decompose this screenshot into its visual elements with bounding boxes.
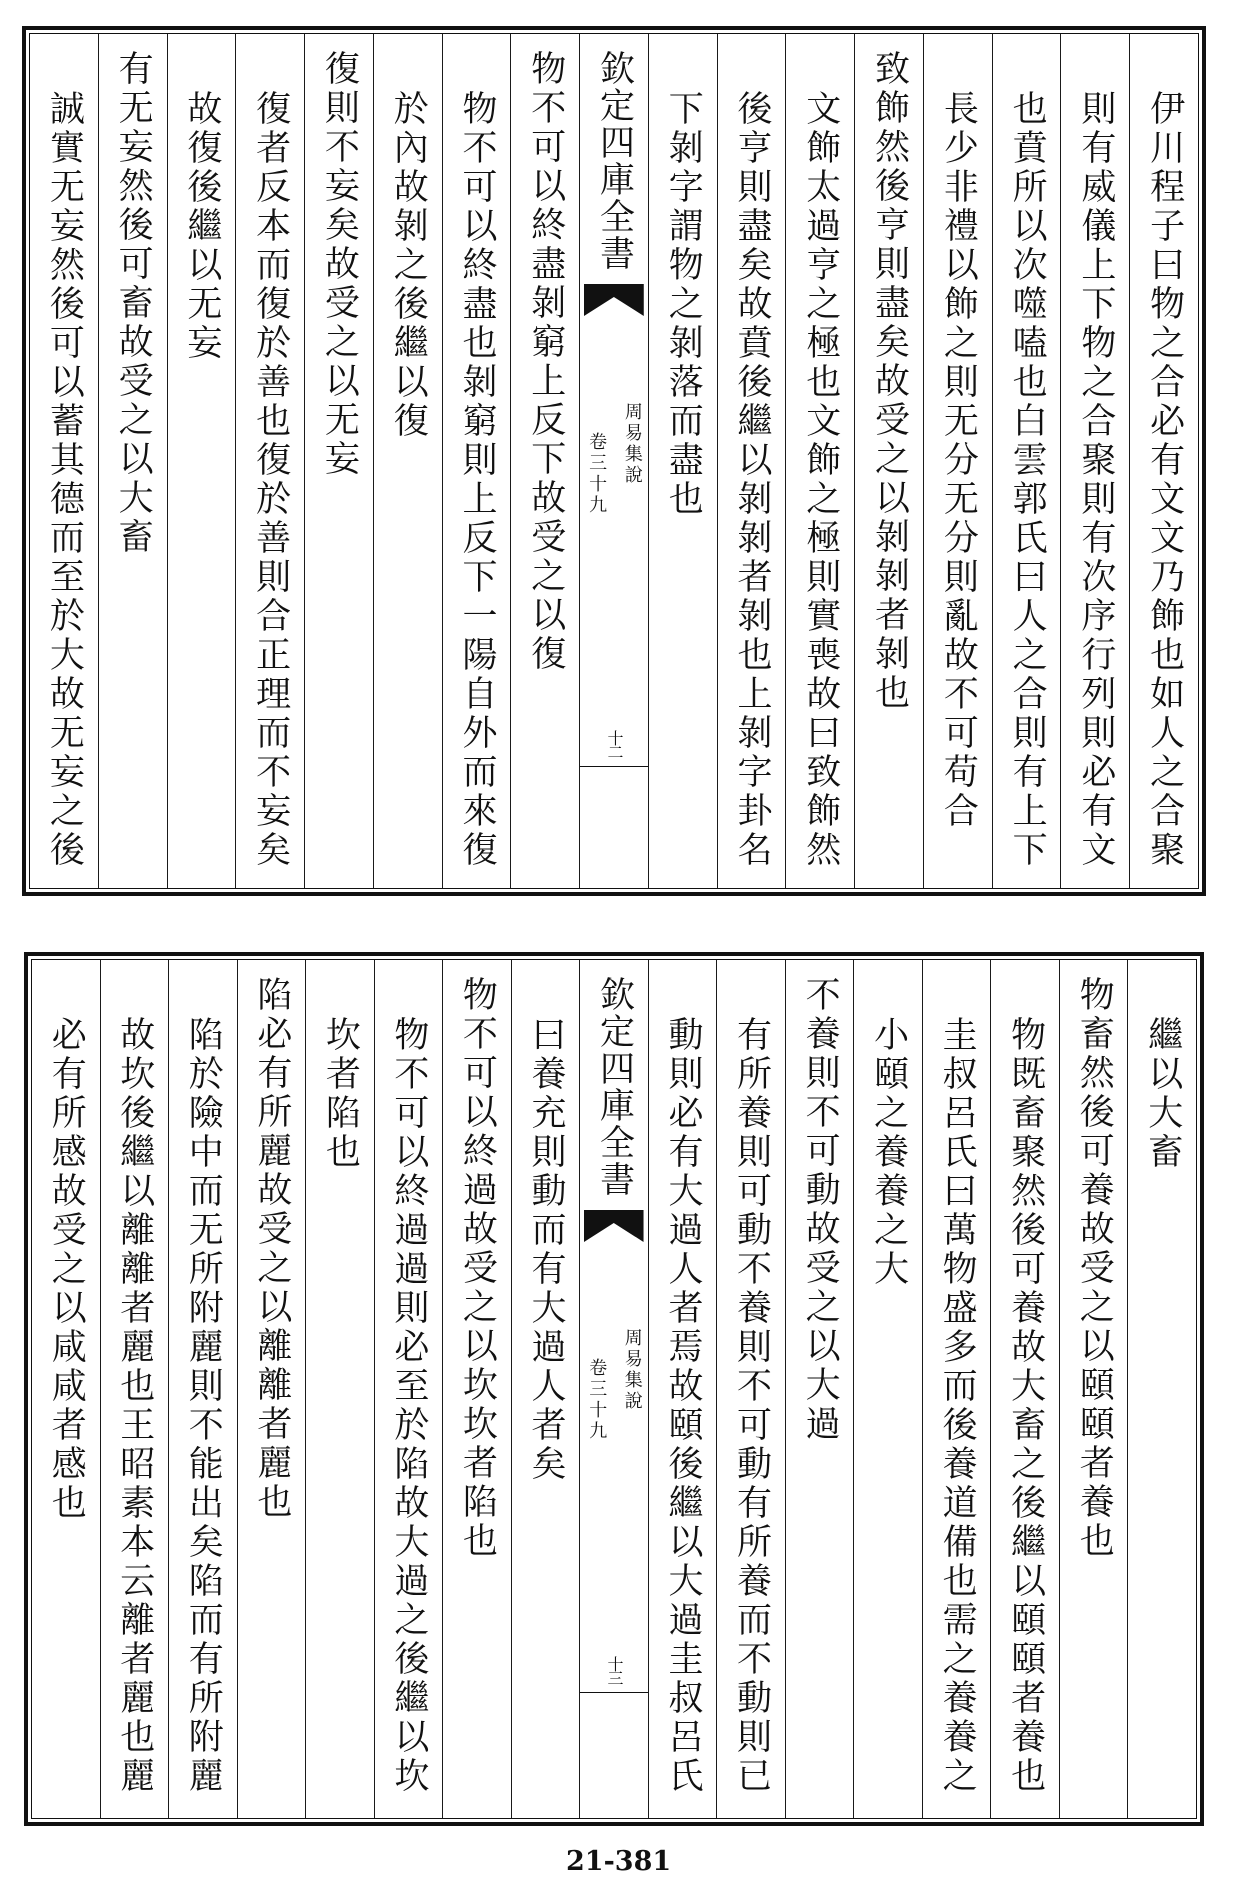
- text-column: [1127, 960, 1196, 1818]
- divider-line: [580, 766, 648, 767]
- leaf-upper-frame: [29, 33, 1199, 889]
- text-column: [785, 34, 854, 888]
- commentary-text: 繼以大畜: [1142, 1016, 1183, 1172]
- divider-line: [580, 1692, 648, 1693]
- text-column: [1059, 960, 1128, 1818]
- commentary-text: 故坎後繼以離離者麗也王昭素本云離者麗也麗: [114, 1016, 155, 1796]
- text-column: [923, 34, 992, 888]
- commentary-text: 於內故剝之後繼以復: [388, 90, 429, 441]
- text-column: [442, 960, 511, 1818]
- volume-label: 卷三十九: [586, 432, 608, 516]
- text-column: [1129, 34, 1198, 888]
- commentary-text: 誠實无妄然後可以蓄其德而至於大故无妄之後: [44, 90, 85, 870]
- text-column: [785, 960, 854, 1818]
- leaf-lower: [24, 952, 1204, 1826]
- fishtail-mark: [584, 284, 644, 316]
- series-title: 欽定四庫全書: [594, 976, 635, 1198]
- commentary-text: 物不可以終盡也剝窮則上反下一陽自外而來復: [456, 90, 497, 870]
- classic-text: 復則不妄矣故受之以无妄: [319, 50, 360, 479]
- text-column: [32, 960, 100, 1818]
- text-column: [30, 34, 98, 888]
- leaf-lower-frame: [31, 959, 1197, 1819]
- commentary-text: 復者反本而復於善也復於善則合正理而不妄矣: [250, 90, 291, 870]
- commentary-text: 下剝字謂物之剝落而盡也: [663, 90, 704, 519]
- text-column: [373, 34, 442, 888]
- leaf-number: 十二: [604, 730, 624, 758]
- commentary-text: 必有所感故受之以咸咸者感也: [46, 1016, 87, 1523]
- commentary-text: 物不可以終過過則必至於陷故大過之後繼以坎: [388, 1016, 429, 1796]
- commentary-text: 小頤之養養之大: [868, 1016, 909, 1289]
- classic-text: 有无妄然後可畜故受之以大畜: [113, 50, 154, 557]
- volume-label: 卷三十九: [586, 1358, 608, 1442]
- commentary-text: 後亨則盡矣故賁後繼以剝剝者剝也上剝字卦名: [732, 90, 773, 870]
- commentary-text: 曰養充則動而有大過人者矣: [525, 1016, 566, 1484]
- text-column: [168, 960, 237, 1818]
- text-column: [235, 34, 304, 888]
- classic-text: 物畜然後可養故受之以頤頤者養也: [1074, 976, 1115, 1561]
- text-column: [922, 960, 991, 1818]
- fold-column: [579, 960, 648, 1818]
- text-column: [716, 960, 785, 1818]
- commentary-text: 有所養則可動不養則不可動有所養而不動則已: [731, 1016, 772, 1796]
- commentary-text: 則有威儀上下物之合聚則有次序行列則必有文: [1075, 90, 1116, 870]
- classic-text: 物不可以終盡剝窮上反下故受之以復: [525, 50, 566, 674]
- text-column: [98, 34, 167, 888]
- text-column: [853, 960, 922, 1818]
- classic-text: 物不可以終過故受之以坎坎者陷也: [457, 976, 498, 1561]
- fold-column: [579, 34, 648, 888]
- classic-text: 致飾然後亨則盡矣故受之以剝剝者剝也: [869, 50, 910, 713]
- text-column: [237, 960, 306, 1818]
- text-column: [100, 960, 169, 1818]
- text-column: [648, 960, 717, 1818]
- series-title: 欽定四庫全書: [594, 50, 635, 272]
- commentary-text: 長少非禮以飾之則无分无分則亂故不可苟合: [938, 90, 979, 831]
- classic-text: 不養則不可動故受之以大過: [800, 976, 841, 1444]
- leaf-number: 十三: [604, 1656, 624, 1684]
- commentary-text: 也賁所以次噬嗑也白雲郭氏曰人之合則有上下: [1007, 90, 1048, 870]
- text-column: [648, 34, 717, 888]
- commentary-text: 陷於險中而无所附麗則不能出矣陷而有所附麗: [183, 1016, 224, 1796]
- leaf-upper: [22, 26, 1206, 896]
- fishtail-mark: [584, 1210, 644, 1242]
- text-column: [717, 34, 786, 888]
- commentary-text: 文飾太過亨之極也文飾之極則實喪故曰致飾然: [800, 90, 841, 870]
- text-column: [305, 960, 374, 1818]
- text-column: [442, 34, 511, 888]
- text-column: [304, 34, 373, 888]
- classic-text: 陷必有所麗故受之以離離者麗也: [251, 976, 292, 1522]
- book-title: 周易集說: [621, 1328, 643, 1412]
- text-column: [510, 34, 579, 888]
- commentary-text: 坎者陷也: [320, 1016, 361, 1172]
- text-column: [990, 960, 1059, 1818]
- text-column: [511, 960, 580, 1818]
- text-column: [1060, 34, 1129, 888]
- text-column: [854, 34, 923, 888]
- text-column: [167, 34, 236, 888]
- commentary-text: 故復後繼以无妄: [181, 90, 222, 363]
- text-column: [374, 960, 443, 1818]
- commentary-text: 伊川程子曰物之合必有文文乃飾也如人之合聚: [1144, 90, 1185, 870]
- commentary-text: 圭叔呂氏曰萬物盛多而後養道備也需之養養之: [937, 1016, 978, 1796]
- page-reference: 21-381: [566, 1846, 672, 1877]
- text-column: [992, 34, 1061, 888]
- commentary-text: 動則必有大過人者焉故頤後繼以大過圭叔呂氏: [663, 1016, 704, 1796]
- commentary-text: 物既畜聚然後可養故大畜之後繼以頤頤者養也: [1005, 1016, 1046, 1796]
- book-title: 周易集說: [621, 402, 643, 486]
